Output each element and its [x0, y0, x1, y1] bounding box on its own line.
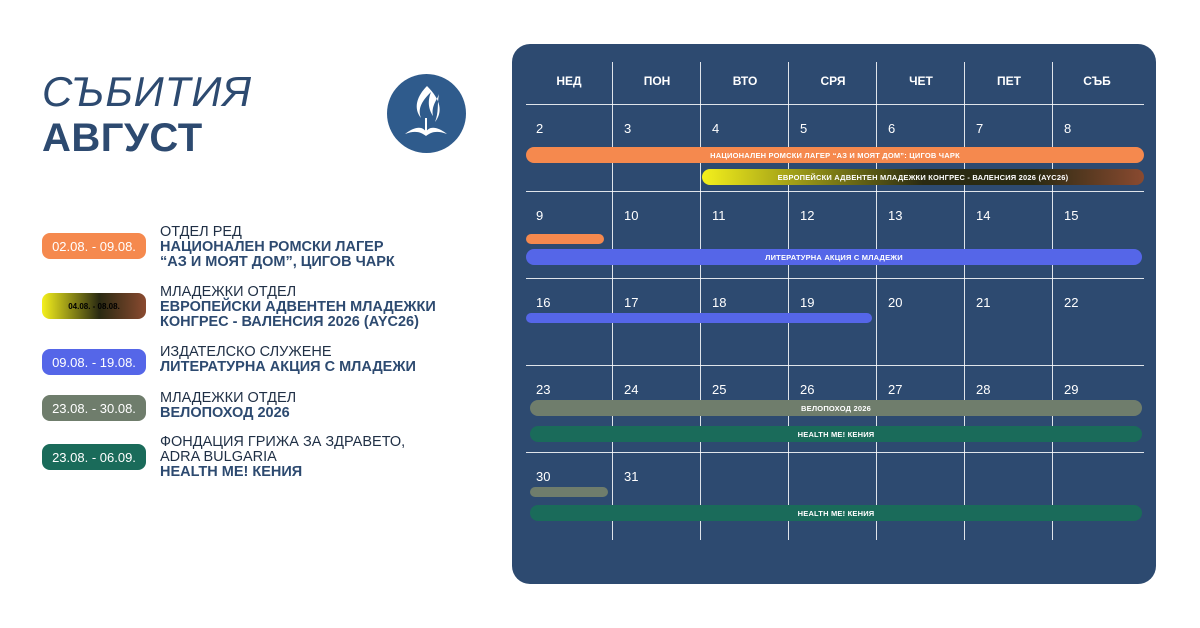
department-label: МЛАДЕЖКИ ОТДЕЛ	[160, 390, 297, 406]
day-number[interactable]: 25	[712, 382, 727, 397]
weekday-header: НЕД	[556, 74, 582, 88]
day-number[interactable]: 9	[536, 208, 544, 223]
day-number[interactable]: 7	[976, 121, 984, 136]
legend-text	[160, 435, 490, 480]
event-bar-health-continued[interactable]	[530, 505, 1142, 521]
day-number[interactable]: 14	[976, 208, 991, 223]
event-title-line2: КОНГРЕС - ВАЛЕНСИЯ 2026 (AYC26)	[160, 314, 419, 330]
weekday-header: СЪБ	[1083, 74, 1111, 88]
event-title: ЕВРОПЕЙСКИ АДВЕНТЕН МЛАДЕЖКИ	[160, 299, 436, 315]
day-number[interactable]: 19	[800, 295, 815, 310]
day-number[interactable]: 23	[536, 382, 551, 397]
day-number[interactable]: 27	[888, 382, 903, 397]
day-number[interactable]: 20	[888, 295, 903, 310]
day-number[interactable]: 16	[536, 295, 551, 310]
event-title: ЛИТЕРАТУРНА АКЦИЯ С МЛАДЕЖИ	[160, 359, 416, 375]
grid-line	[1052, 62, 1053, 540]
event-bar-label: ЕВРОПЕЙСКИ АДВЕНТЕН МЛАДЕЖКИ КОНГРЕС - ВАЛЕНСИЯ 2026 (AYC26)	[777, 172, 1069, 182]
weekday-header: ВТО	[732, 74, 758, 88]
legend-text	[160, 391, 490, 421]
event-bar-literature-end[interactable]	[526, 313, 872, 323]
day-number[interactable]: 3	[624, 121, 632, 136]
grid-line	[612, 62, 613, 540]
department-label-line2: ADRA BULGARIA	[160, 449, 277, 465]
department-label: ФОНДАЦИЯ ГРИЖА ЗА ЗДРАВЕТО,	[160, 434, 406, 450]
day-number[interactable]: 22	[1064, 295, 1079, 310]
day-number[interactable]: 18	[712, 295, 727, 310]
calendar-grid	[512, 44, 1156, 584]
event-title: НАЦИОНАЛЕН РОМСКИ ЛАГЕР	[160, 239, 384, 255]
event-title: HEALTH ME! КЕНИЯ	[160, 464, 303, 480]
day-number[interactable]: 30	[536, 469, 551, 484]
day-number[interactable]: 17	[624, 295, 639, 310]
department-label: ОТДЕЛ РЕД	[160, 224, 242, 240]
event-bar-bike-end[interactable]	[530, 487, 608, 497]
day-number[interactable]: 2	[536, 121, 544, 136]
event-bar-bike[interactable]	[530, 400, 1142, 416]
page-title-month: АВГУСТ	[42, 116, 203, 160]
day-number[interactable]: 29	[1064, 382, 1079, 397]
event-bar-roma-camp-end[interactable]	[526, 234, 604, 244]
event-title-line2: “АЗ И МОЯТ ДОМ”, ЦИГОВ ЧАРК	[160, 254, 395, 270]
legend-text	[160, 345, 490, 375]
legend-text	[160, 285, 490, 330]
event-bar-label: ЛИТЕРАТУРНА АКЦИЯ С МЛАДЕЖИ	[765, 252, 903, 262]
day-number[interactable]: 24	[624, 382, 639, 397]
legend-text	[160, 225, 490, 270]
grid-line	[788, 62, 789, 540]
day-number[interactable]: 13	[888, 208, 903, 223]
weekday-header: СРЯ	[820, 74, 846, 88]
adventist-logo-icon	[387, 74, 466, 153]
day-number[interactable]: 31	[624, 469, 639, 484]
date-badge: 23.08. - 30.08.	[42, 395, 146, 421]
day-number[interactable]: 28	[976, 382, 991, 397]
date-badge: 02.08. - 09.08.	[42, 233, 146, 259]
day-number[interactable]: 6	[888, 121, 896, 136]
event-bar-roma-camp[interactable]	[526, 147, 1144, 163]
event-bar-literature[interactable]	[526, 249, 1142, 265]
day-number[interactable]: 8	[1064, 121, 1072, 136]
day-number[interactable]: 12	[800, 208, 815, 223]
grid-line	[876, 62, 877, 540]
event-bar-health[interactable]	[530, 426, 1142, 442]
event-bar-label: HEALTH ME! КЕНИЯ	[797, 429, 875, 439]
event-bar-label: НАЦИОНАЛЕН РОМСКИ ЛАГЕР “АЗ И МОЯТ ДОМ”: ЦИГОВ ЧАРК	[710, 150, 960, 160]
grid-line	[964, 62, 965, 540]
department-label: ИЗДАТЕЛСКО СЛУЖЕНЕ	[160, 344, 332, 360]
weekday-header: ПЕТ	[997, 74, 1021, 88]
event-bar-ayc[interactable]	[702, 169, 1144, 185]
event-bar-label: ВЕЛОПОХОД 2026	[801, 403, 871, 413]
date-badge: 09.08. - 19.08.	[42, 349, 146, 375]
day-number[interactable]: 21	[976, 295, 991, 310]
day-number[interactable]: 15	[1064, 208, 1079, 223]
weekday-header: ЧЕТ	[909, 74, 933, 88]
page-title-events: СЪБИТИЯ	[42, 68, 253, 115]
weekday-header: ПОН	[643, 74, 671, 88]
day-number[interactable]: 10	[624, 208, 639, 223]
grid-line	[700, 62, 701, 540]
event-title: ВЕЛОПОХОД 2026	[160, 405, 290, 421]
day-number[interactable]: 4	[712, 121, 720, 136]
department-label: МЛАДЕЖКИ ОТДЕЛ	[160, 284, 297, 300]
day-number[interactable]: 5	[800, 121, 808, 136]
event-bar-label: HEALTH ME! КЕНИЯ	[797, 508, 875, 518]
day-number[interactable]: 26	[800, 382, 815, 397]
day-number[interactable]: 11	[712, 208, 726, 223]
date-badge: 23.08. - 06.09.	[42, 444, 146, 470]
date-badge	[42, 293, 146, 319]
date-badge-text: 04.08. - 08.08.	[68, 301, 120, 311]
